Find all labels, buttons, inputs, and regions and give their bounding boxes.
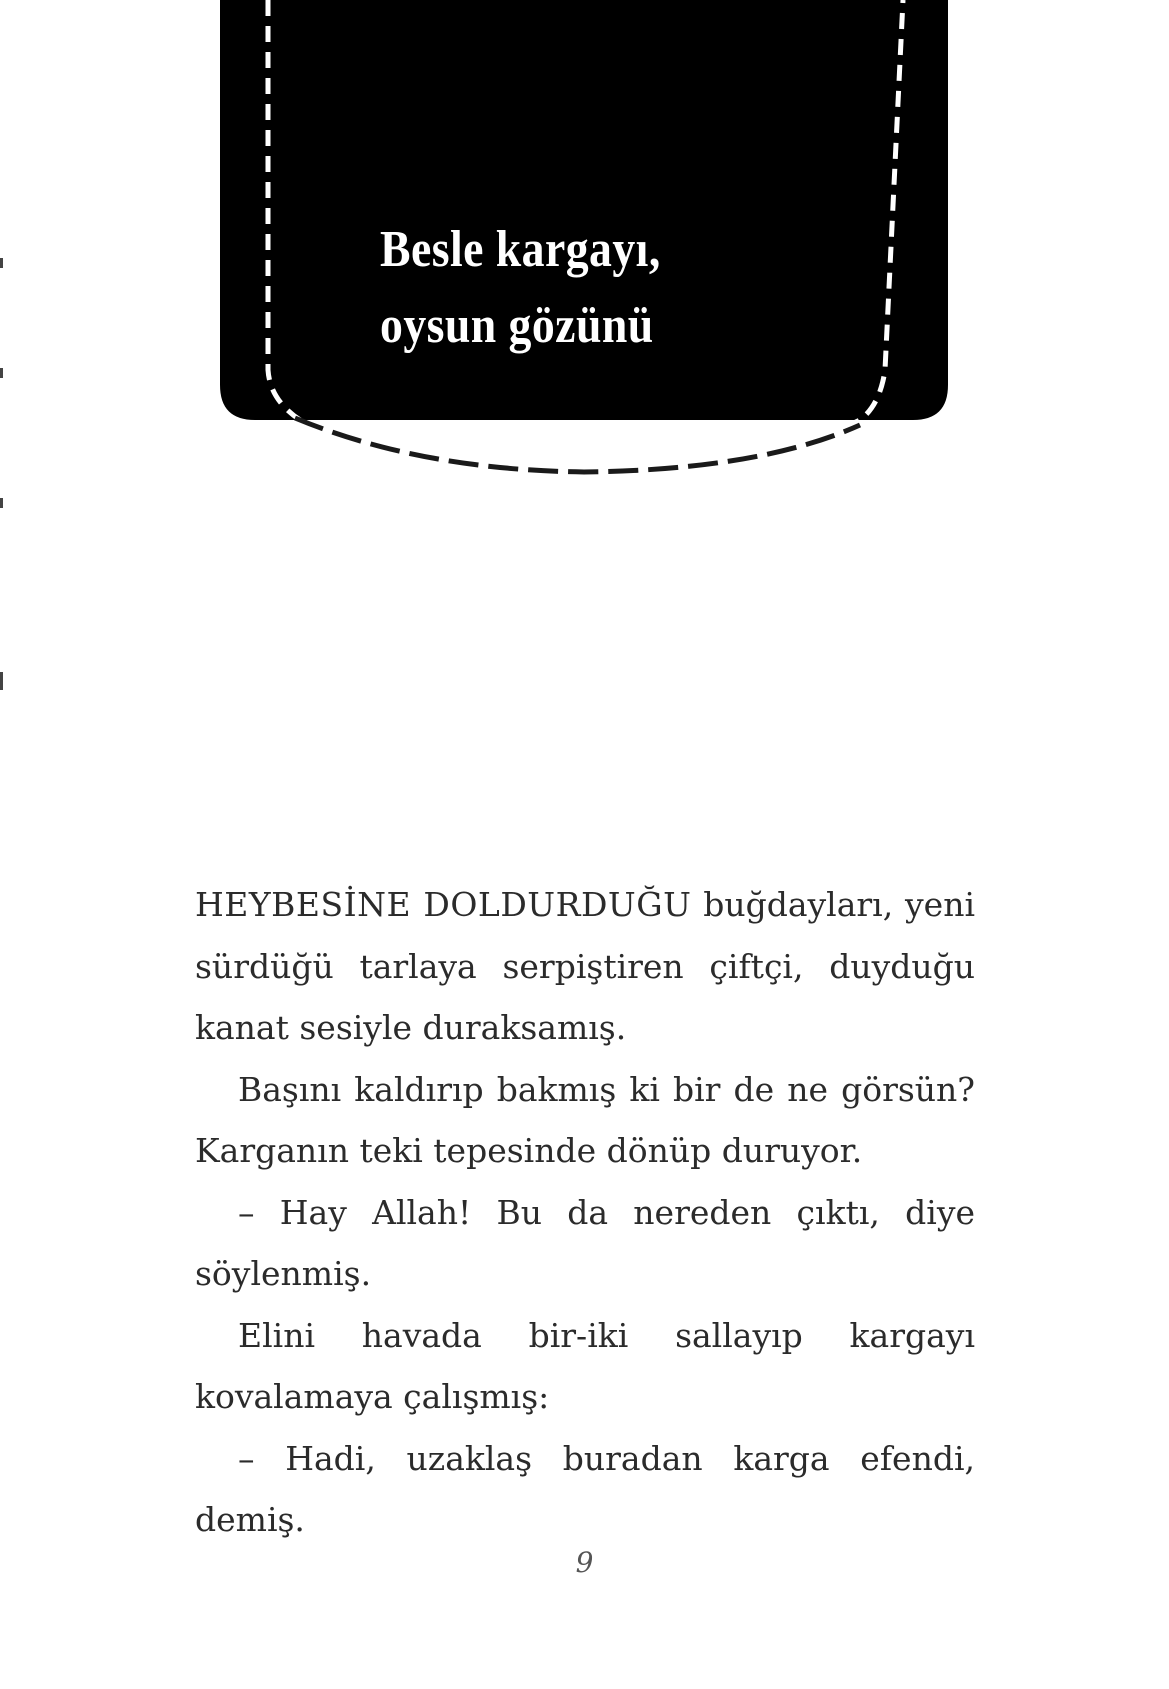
chapter-title-line-1: Besle kargayı,	[380, 221, 661, 278]
paragraph: – Hadi, uzaklaş buradan karga efendi, demiş.	[195, 1438, 975, 1539]
edge-mark	[0, 258, 3, 268]
chapter-header	[0, 0, 1169, 500]
paragraph: – Hay Allah! Bu da nereden çıktı, diye söylenmiş.	[195, 1192, 975, 1293]
paragraph-text: buğdayları, yeni sürdüğü tarlaya serpiştiren çiftçi, duyduğu kanat sesiyle duraksamış.	[195, 885, 976, 1047]
edge-mark	[0, 498, 3, 508]
edge-mark	[0, 368, 3, 378]
page-number: 9	[575, 1546, 594, 1579]
paragraph-lead: HEYBESİNE DOLDURDUĞU	[195, 885, 692, 924]
paragraph: Elini havada bir-iki sallayıp kargayı kovalamaya çalışmış:	[195, 1315, 975, 1416]
edge-mark	[0, 672, 3, 690]
chapter-title-line-2: oysun gözünü	[380, 297, 654, 354]
dashed-stitch-outer	[295, 418, 860, 472]
paragraph	[195, 874, 975, 1059]
paragraph: Başını kaldırıp bakmış ki bir de ne görsün? Karganın teki tepesinde dönüp duruyor.	[195, 1069, 975, 1170]
chapter-title	[380, 212, 732, 364]
story-text	[195, 874, 975, 1551]
